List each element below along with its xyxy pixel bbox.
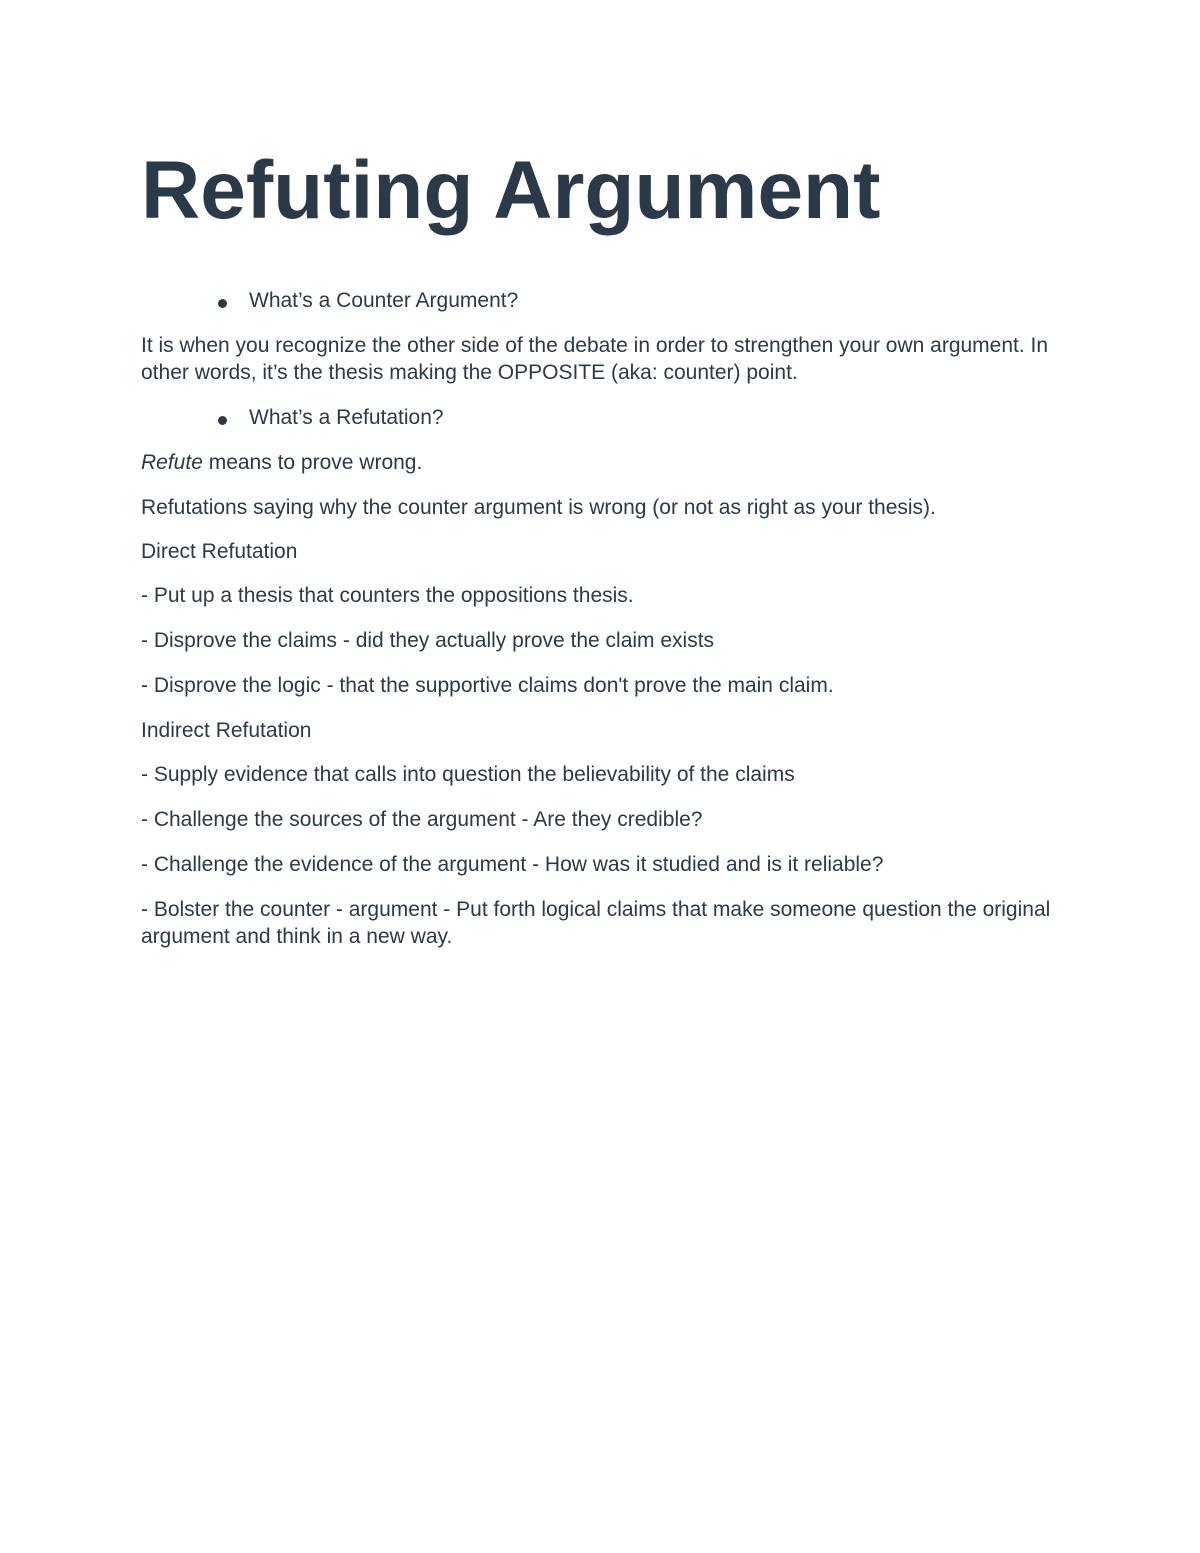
bullet-text: What’s a Counter Argument? [249, 289, 519, 312]
refute-definition-text: means to prove wrong. [202, 451, 423, 474]
counter-argument-definition: It is when you recognize the other side of the debate in order to strengthen your own argument. In other words, it’s the thesis making the OPPOSITE (aka: counter) point. [141, 334, 1049, 384]
direct-refutation-item: - Disprove the logic - that the supportive claims don't prove the main claim. [141, 674, 834, 697]
refutation-definition: Refutations saying why the counter argument is wrong (or not as right as your thesis). [141, 496, 936, 519]
bullet-text: What’s a Refutation? [249, 406, 444, 429]
refute-term: Refute [141, 451, 203, 474]
direct-refutation-item: - Put up a thesis that counters the oppositions thesis. [141, 584, 634, 607]
indirect-refutation-item: - Challenge the evidence of the argument - How was it studied and is it reliable? [141, 853, 884, 876]
bullet-item [141, 404, 1051, 431]
direct-refutation-item: - Disprove the claims - did they actually prove the claim exists [141, 629, 715, 652]
page-title: Refuting Argument [141, 145, 881, 236]
direct-refutation-heading: Direct Refutation [141, 540, 298, 563]
bullet-dot-icon [218, 299, 227, 308]
indirect-refutation-item: - Bolster the counter - argument - Put forth logical claims that make someone question the original argument and think in a new way. [141, 898, 1051, 948]
bullet-dot-icon [218, 416, 227, 425]
indirect-refutation-heading: Indirect Refutation [141, 719, 312, 742]
indirect-refutation-item: - Challenge the sources of the argument - Are they credible? [141, 808, 703, 831]
document-body [141, 287, 1051, 968]
indirect-refutation-item: - Supply evidence that calls into question the believability of the claims [141, 763, 795, 786]
bullet-item [141, 287, 1051, 314]
refute-definition [141, 449, 1051, 476]
